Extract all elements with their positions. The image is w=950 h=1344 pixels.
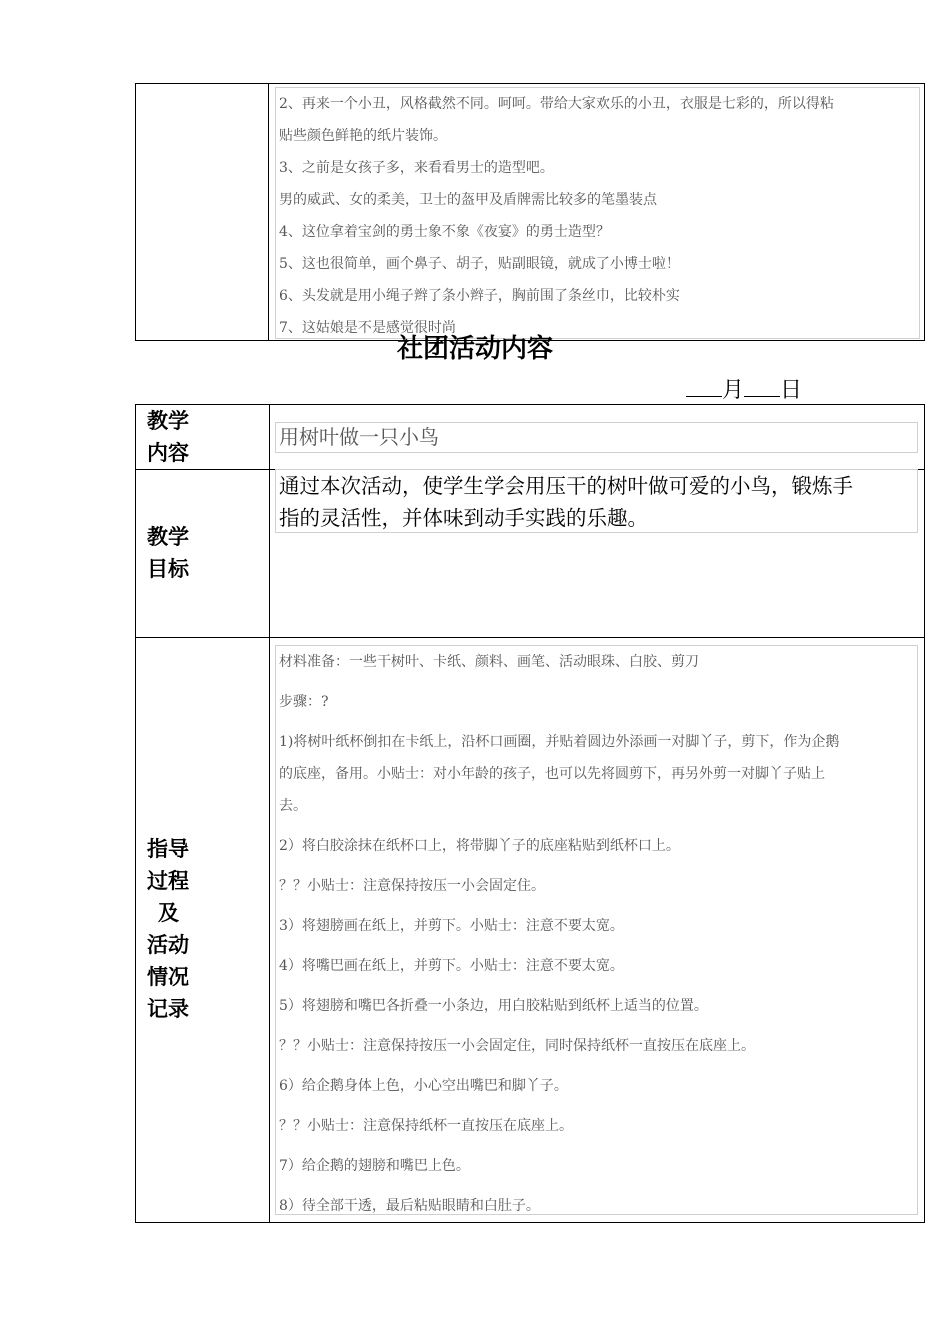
process-record bbox=[275, 645, 918, 1215]
label-line: 教学 bbox=[147, 525, 189, 549]
label-line: 活动 bbox=[147, 933, 189, 957]
goal-line: 通过本次活动，使学生学会用压干的树叶做可爱的小鸟，锻炼手 bbox=[279, 474, 853, 498]
activity-table bbox=[135, 404, 925, 1223]
label-line: 及 bbox=[158, 901, 179, 925]
previous-content-box bbox=[275, 87, 920, 339]
step-line: 去。 bbox=[279, 798, 307, 814]
month-blank bbox=[686, 376, 722, 397]
step-line: 4）将嘴巴画在纸上，并剪下。小贴士：注意不要太宽。 bbox=[279, 958, 624, 974]
goal-value bbox=[275, 469, 918, 533]
previous-page-table bbox=[135, 83, 925, 341]
text-line: 5、这也很简单，画个鼻子、胡子，贴副眼镜，就成了小博士啦！ bbox=[279, 256, 680, 272]
step-line: 8）待全部干透，最后粘贴眼睛和白肚子。 bbox=[279, 1198, 540, 1214]
label-line: 教学 bbox=[147, 409, 189, 433]
previous-label-cell bbox=[136, 84, 269, 340]
text-line: 7、这姑娘是不是感觉很时尚 bbox=[279, 320, 456, 336]
date-line bbox=[686, 373, 802, 404]
text-line: 4、这位拿着宝剑的勇士象不象《夜宴》的勇士造型？ bbox=[279, 224, 610, 240]
label-line: 情况 bbox=[147, 965, 189, 989]
day-label: 日 bbox=[780, 378, 803, 403]
goal-line: 指的灵活性，并体味到动手实践的乐趣。 bbox=[279, 506, 648, 530]
step-line: ？？小贴士：注意保持纸杯一直按压在底座上。 bbox=[279, 1118, 573, 1134]
step-line: ？？小贴士：注意保持按压一小会固定住，同时保持纸杯一直按压在底座上。 bbox=[279, 1038, 755, 1054]
text-line: 男的威武、女的柔美，卫士的盔甲及盾牌需比较多的笔墨装点 bbox=[279, 192, 657, 208]
column-divider bbox=[269, 405, 270, 1222]
label-line: 过程 bbox=[147, 869, 189, 893]
month-label: 月 bbox=[722, 378, 745, 403]
goal-label bbox=[136, 521, 269, 585]
label-line: 内容 bbox=[147, 441, 189, 465]
step-line: 3）将翅膀画在纸上，并剪下。小贴士：注意不要太宽。 bbox=[279, 918, 624, 934]
step-line: 7）给企鹅的翅膀和嘴巴上色。 bbox=[279, 1158, 470, 1174]
text-line: 贴些颜色鲜艳的纸片装饰。 bbox=[279, 128, 447, 144]
step-line: 2）将白胶涂抹在纸杯口上，将带脚丫子的底座粘贴到纸杯口上。 bbox=[279, 838, 680, 854]
row-divider bbox=[136, 637, 924, 638]
text-line: 3、之前是女孩子多，来看看男士的造型吧。 bbox=[279, 160, 554, 176]
step-line: 1)将树叶纸杯倒扣在卡纸上，沿杯口画圈，并贴着圆边外添画一对脚丫子，剪下，作为企鹅 bbox=[279, 734, 840, 750]
label-line: 目标 bbox=[147, 557, 189, 581]
label-line: 记录 bbox=[147, 997, 189, 1021]
text-line: 2、再来一个小丑，风格截然不同。呵呵。带给大家欢乐的小丑，衣服是七彩的，所以得粘 bbox=[279, 96, 834, 112]
step-line: 5）将翅膀和嘴巴各折叠一小条边，用白胶粘贴到纸杯上适当的位置。 bbox=[279, 998, 708, 1014]
step-line: 步骤：? bbox=[279, 694, 329, 710]
content-value: 用树叶做一只小鸟 bbox=[275, 422, 918, 453]
step-line: 6）给企鹅身体上色，小心空出嘴巴和脚丫子。 bbox=[279, 1078, 568, 1094]
page-title: 社团活动内容 bbox=[396, 334, 553, 364]
day-blank bbox=[744, 376, 780, 397]
text-line: 6、头发就是用小绳子辫了条小辫子，胸前围了条丝巾，比较朴实 bbox=[279, 288, 680, 304]
label-line: 指导 bbox=[147, 837, 189, 861]
content-label bbox=[136, 405, 269, 469]
step-line: ？？小贴士：注意保持按压一小会固定住。 bbox=[279, 878, 545, 894]
process-label bbox=[136, 833, 269, 1025]
step-line: 的底座，备用。小贴士：对小年龄的孩子，也可以先将圆剪下，再另外剪一对脚丫子贴上 bbox=[279, 766, 825, 782]
step-line: 材料准备：一些干树叶、卡纸、颜料、画笔、活动眼珠、白胶、剪刀 bbox=[279, 654, 699, 670]
